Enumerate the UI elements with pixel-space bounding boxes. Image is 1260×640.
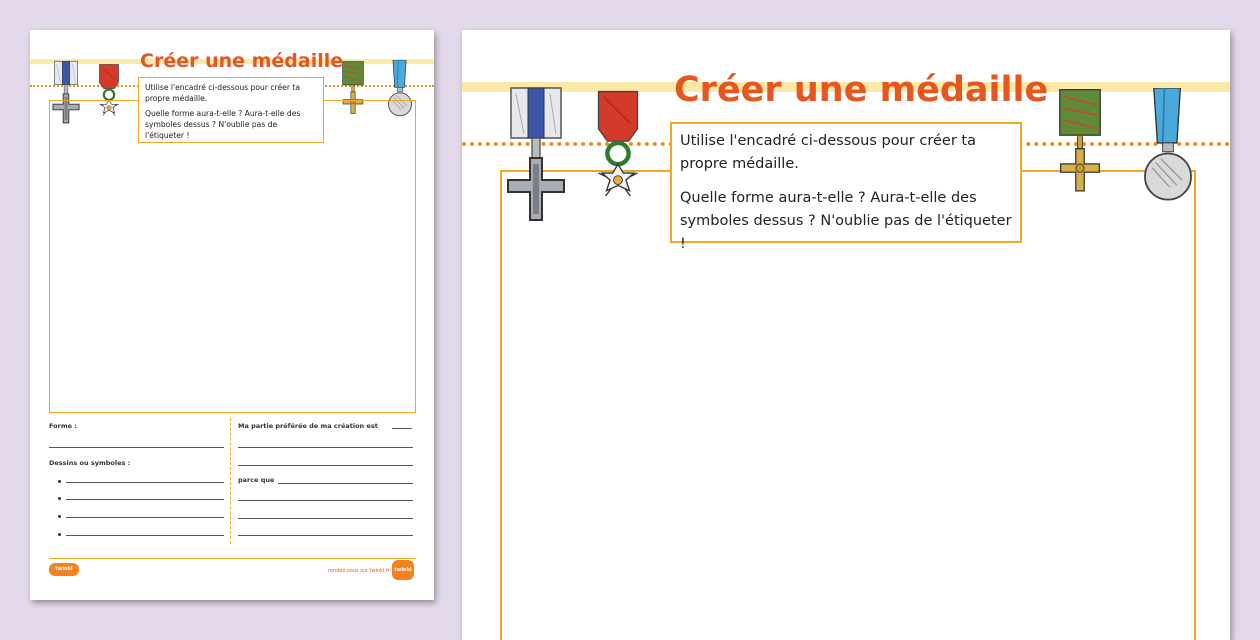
forme-label: Forme : <box>49 422 77 430</box>
symbol-line[interactable] <box>66 499 224 500</box>
twinkl-badge-logo: twinkl <box>392 560 414 580</box>
instructions-box <box>670 122 1022 252</box>
symbol-line[interactable] <box>66 482 224 483</box>
dessins-label: Dessins ou symboles : <box>49 459 131 467</box>
croix-de-guerre-medal-icon <box>1054 88 1106 206</box>
instructions-line-1: Utilise l'encadré ci-dessous pour créer ta propre médaille. <box>145 83 300 103</box>
parce-que-label: parce que <box>238 476 275 484</box>
footer-rule <box>49 558 416 559</box>
twinkl-logo: twinkl <box>49 563 79 576</box>
page-title: Créer une médaille <box>674 70 1049 110</box>
bullet <box>58 515 61 518</box>
instructions-line-2: Quelle forme aura-t-elle ? Aura-t-elle des symboles dessus ? N'oublie pas de l'étiqueter ! <box>680 190 1012 252</box>
worksheet-thumbnail <box>30 30 434 600</box>
drawing-area[interactable] <box>49 100 416 413</box>
instructions-box <box>138 77 324 143</box>
partie-preferee-line[interactable] <box>392 428 412 429</box>
footer-link[interactable]: rendez-vous sur twinkl.fr <box>328 568 390 574</box>
legion-honneur-medal-icon <box>590 88 646 212</box>
symbol-line[interactable] <box>66 535 224 536</box>
answer-line[interactable] <box>238 518 413 519</box>
bullet <box>58 497 61 500</box>
answer-line[interactable] <box>238 500 413 501</box>
bullet <box>58 533 61 536</box>
bullet <box>58 480 61 483</box>
answer-line[interactable] <box>238 465 413 466</box>
column-divider <box>230 418 231 544</box>
answer-line[interactable] <box>238 447 413 448</box>
page-title: Créer une médaille <box>140 50 344 72</box>
symbol-line[interactable] <box>66 517 224 518</box>
answer-line[interactable] <box>238 535 413 536</box>
military-cross-medal-icon <box>504 86 568 226</box>
instructions-line-1: Utilise l'encadré ci-dessous pour créer ta propre médaille. <box>680 133 976 172</box>
partie-preferee-label: Ma partie préférée de ma création est <box>238 422 378 430</box>
forme-line[interactable] <box>49 447 224 448</box>
worksheet-zoom <box>462 30 1230 640</box>
silver-round-medal-icon <box>1138 88 1198 212</box>
answer-line[interactable] <box>278 483 413 484</box>
instructions-line-2: Quelle forme aura-t-elle ? Aura-t-elle des symboles dessus ? N'oublie pas de l'étiqueter ! <box>145 109 301 140</box>
